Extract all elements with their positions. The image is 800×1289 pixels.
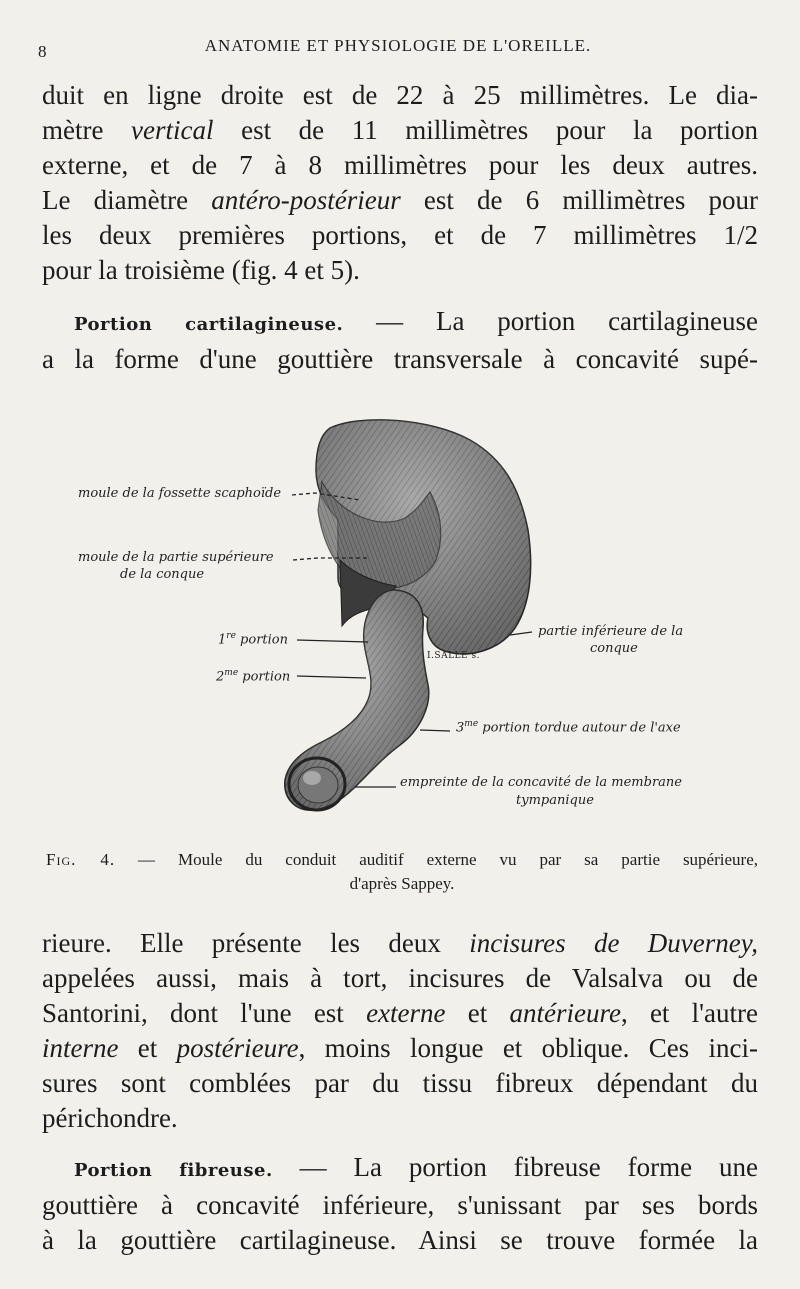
text-line: gouttière à concavité inférieure, s'unissant par ses bords <box>42 1190 758 1220</box>
text-line: appelées aussi, mais à tort, incisures de Valsalva ou de <box>42 963 758 993</box>
text-line: rieure. Elle présente les deux incisures de Duverney, <box>42 928 758 958</box>
text-line: Portion fibreuse. — La portion fibreuse forme une <box>74 1152 758 1182</box>
text-line: à la gouttière cartilagineuse. Ainsi se trouve formée la <box>42 1225 758 1255</box>
text-line: duit en ligne droite est de 22 à 25 millimètres. Le dia- <box>42 80 758 110</box>
section-heading: Portion fibreuse. <box>74 1160 273 1181</box>
label-partie-inferieure-line2: conque <box>590 641 638 656</box>
text-line: sures sont comblées par du tissu fibreux dépendant du <box>42 1068 758 1098</box>
page-header <box>38 36 758 64</box>
label-empreinte-line2: tympanique <box>516 793 594 808</box>
running-title: ANATOMIE ET PHYSIOLOGIE DE L'OREILLE. <box>204 36 592 55</box>
figure-number: Fig. 4. <box>46 850 116 869</box>
label-empreinte-line1: empreinte de la concavité de la membrane <box>400 775 682 790</box>
text-line: a la forme d'une gouttière transversale à concavité supé- <box>42 344 758 374</box>
paragraph-fibrous <box>42 1150 758 1258</box>
paragraph-cartilaginous <box>42 304 758 377</box>
figure-caption <box>46 848 758 896</box>
text-line: pour la troisième (fig. 4 et 5). <box>42 255 360 285</box>
label-troisieme-portion: $3^{me}$ portion tordue autour de l'axe <box>456 719 681 736</box>
text-line: interne et postérieure, moins longue et oblique. Ces inci- <box>42 1033 758 1063</box>
text-line: Santorini, dont l'une est externe et antérieure, et l'autre <box>42 998 758 1028</box>
caption-line: d'après Sappey. <box>349 874 455 893</box>
figure-ear-canal-cast <box>0 400 800 840</box>
paragraph-incisures <box>42 926 758 1136</box>
label-premiere-portion: 1re portion <box>218 631 288 648</box>
page-number: 8 <box>38 42 48 61</box>
caption-line: Fig. 4. — Moule du conduit auditif externe vu par sa partie supérieure, <box>46 850 758 869</box>
label-deuxieme-portion: $2^{me}$ portion <box>216 668 291 685</box>
engraver-signature: I.SALLE s. <box>427 651 480 661</box>
text-line: périchondre. <box>42 1103 178 1133</box>
ear-canal-illustration <box>0 400 800 840</box>
text-line: mètre vertical est de 11 millimètres pour la portion <box>42 115 758 145</box>
text-line: Portion cartilagineuse. — La portion cartilagineuse <box>74 306 758 336</box>
label-partie-superieure-line1: moule de la partie supérieure <box>78 550 274 565</box>
label-partie-inferieure-line1: partie inférieure de la <box>538 624 684 639</box>
label-partie-superieure-line2: de la conque <box>120 567 205 582</box>
label-fossette-scaphoide: moule de la fossette scaphoïde <box>78 486 282 501</box>
text-line: Le diamètre antéro-postérieur est de 6 millimètres pour <box>42 185 758 215</box>
text-line: externe, et de 7 à 8 millimètres pour les deux autres. <box>42 150 758 180</box>
section-heading: Portion cartilagineuse. <box>74 314 344 335</box>
paragraph-dimensions <box>42 78 758 288</box>
text-line: les deux premières portions, et de 7 millimètres 1/2 <box>42 220 758 250</box>
